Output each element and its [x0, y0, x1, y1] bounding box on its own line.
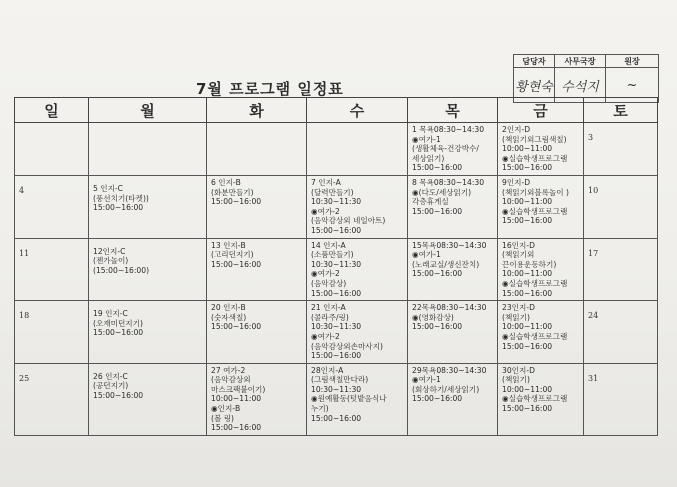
day-cell-tue: 13 인지-B (고리던지기) 15:00~16:00 [207, 238, 307, 301]
day-cell-sat: 17 [584, 238, 658, 301]
day-cell-thu: 29목욕08:30~14:30 ◉여가-1 (회상하기/세상읽기) 15:00~16:00 [408, 363, 498, 435]
calendar-table [14, 97, 658, 436]
day-cell-sun: 4 [15, 176, 89, 239]
day-cell-sat: 3 [584, 123, 658, 176]
day-cell-tue: 27 여가-2 (음악감상외 마스크팩붙이기) 10:00~11:00 ◉인지-B (볼 링) 15:00~16:00 [207, 363, 307, 435]
day-cell-mon: 19 인지-C (오재미던지기) 15:00~16:00 [89, 301, 207, 364]
day-cell-tue: 20 인지-B (숫자색칠) 15:00~16:00 [207, 301, 307, 364]
week-row-5 [15, 363, 658, 435]
day-cell-fri: 30인지-D (책읽기) 10:00~11:00 ◉실습학생프로그램 15:00~16:00 [498, 363, 584, 435]
week-row-3 [15, 238, 658, 301]
day-cell-wed [307, 123, 408, 176]
approval-header-secretary: 사무국장 [555, 55, 606, 68]
day-cell-sat: 10 [584, 176, 658, 239]
day-cell-fri: 2인지-D (책읽기외그림색칠) 10:00~11:00 ◉실습학생프로그램 15:00~16:00 [498, 123, 584, 176]
day-cell-fri: 23인지-D (책읽기) 10:00~11:00 ◉실습학생프로그램 15:00~16:00 [498, 301, 584, 364]
weekday-sun: 일 [15, 98, 89, 123]
day-cell-sun: 18 [15, 301, 89, 364]
weekday-mon: 월 [89, 98, 207, 123]
day-cell-fri: 16인지-D (책읽기외 끈이용운동하기) 10:00~11:00 ◉실습학생프로그램 15:00~16:00 [498, 238, 584, 301]
day-cell-mon: 12인지-C (젠가놀이) (15:00~16:00) [89, 238, 207, 301]
day-cell-thu: 1 목욕08:30~14:30 ◉여가-1 (생활체육-건강박수/ 세상읽기) 15:00~16:00 [408, 123, 498, 176]
week-row-2 [15, 176, 658, 239]
day-cell-mon: 5 인지-C (풍선치기(타켓)) 15:00~16:00 [89, 176, 207, 239]
day-cell-fri: 9인지-D (책읽기외블록놀이 ) 10:00~11:00 ◉실습학생프로그램 15:00~16:00 [498, 176, 584, 239]
weekday-sat: 토 [584, 98, 658, 123]
day-cell-wed: 7 인지-A (달력만들기) 10:30~11:30 ◉여가-2 (음악감상외 네일아트) 15:00~16:00 [307, 176, 408, 239]
day-cell-wed: 28인지-A (그림색칠만다라) 10:30~11:30 ◉원예활동(텃밭음식나 누기) 15:00~16:00 [307, 363, 408, 435]
weekday-wed: 수 [307, 98, 408, 123]
weekday-tue: 화 [207, 98, 307, 123]
day-cell-sun: 25 [15, 363, 89, 435]
weekday-header-row [15, 98, 658, 123]
approval-header-director: 원장 [606, 55, 659, 68]
day-cell-thu: 8 목욕08:30~14:30 ◉(다도/세상읽기) 각층휴게실 15:00~16:00 [408, 176, 498, 239]
day-cell-tue [207, 123, 307, 176]
day-cell-sun [15, 123, 89, 176]
day-cell-tue: 6 인지-B (화분만들기) 15:00~16:00 [207, 176, 307, 239]
day-cell-sat: 31 [584, 363, 658, 435]
day-cell-sat: 24 [584, 301, 658, 364]
page-title: 7월 프로그램 일정표 [196, 80, 344, 98]
signature-secretary: 수석지 [555, 68, 606, 103]
day-cell-thu: 15목욕08:30~14:30 ◉여가-1 (노래교실/생신잔치) 15:00~16:00 [408, 238, 498, 301]
day-cell-mon [89, 123, 207, 176]
approval-stamp-box [513, 54, 659, 103]
approval-header-manager: 담당자 [514, 55, 555, 68]
signature-manager: 황현숙 [514, 68, 555, 103]
signature-director: ~ [606, 68, 659, 103]
weekday-fri: 금 [498, 98, 584, 123]
weekday-thu: 목 [408, 98, 498, 123]
day-cell-mon: 26 인지-C (공던지기) 15:00~16:00 [89, 363, 207, 435]
day-cell-wed: 14 인지-A (소품만들기) 10:30~11:30 ◉여가-2 (음악감상) 15:00~16:00 [307, 238, 408, 301]
day-cell-wed: 21 인지-A (콜라주/링) 10:30~11:30 ◉여가-2 (음악감상외손마사지) 15:00~16:00 [307, 301, 408, 364]
week-row-1 [15, 123, 658, 176]
day-cell-thu: 22목욕08:30~14:30 ◉(영화감상) 15:00~16:00 [408, 301, 498, 364]
week-row-4 [15, 301, 658, 364]
day-cell-sun: 11 [15, 238, 89, 301]
